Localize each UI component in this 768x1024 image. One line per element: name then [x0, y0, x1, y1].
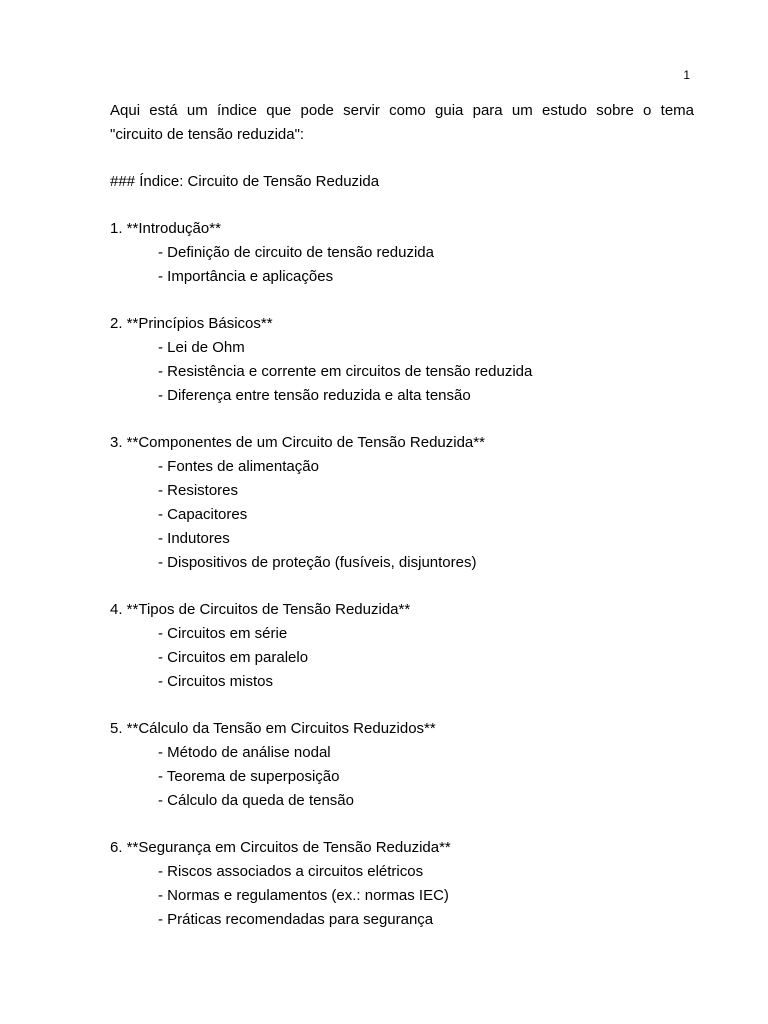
- index-heading: ### Índice: Circuito de Tensão Reduzida: [110, 173, 380, 190]
- section-item: - Fontes de alimentação: [158, 458, 319, 475]
- section-item: - Indutores: [158, 530, 230, 547]
- section-item-list: [110, 741, 694, 813]
- section-title: 1. **Introdução**: [110, 220, 221, 237]
- section-item: - Circuitos mistos: [158, 673, 274, 690]
- section-item: - Cálculo da queda de tensão: [158, 792, 354, 809]
- section-item: - Capacitores: [158, 506, 248, 523]
- section-title: 4. **Tipos de Circuitos de Tensão Reduzida**: [110, 601, 411, 618]
- section-item: - Circuitos em paralelo: [158, 649, 309, 666]
- section-item: - Diferença entre tensão reduzida e alta tensão: [158, 387, 471, 404]
- intro-line-1: Aqui está um índice que pode servir como guia para um estudo sobre o tema: [110, 102, 694, 119]
- index-section: [110, 431, 694, 575]
- section-item: - Dispositivos de proteção (fusíveis, disjuntores): [158, 554, 477, 571]
- section-item: - Lei de Ohm: [158, 339, 245, 356]
- index-section: [110, 598, 694, 694]
- index-section: [110, 717, 694, 813]
- section-item: - Teorema de superposição: [158, 768, 340, 785]
- section-item: - Método de análise nodal: [158, 744, 331, 761]
- intro-line-2: "circuito de tensão reduzida":: [110, 126, 305, 143]
- section-item-list: [110, 860, 694, 932]
- section-title: 5. **Cálculo da Tensão em Circuitos Reduzidos**: [110, 720, 436, 737]
- page-number: 1: [683, 68, 690, 82]
- section-item: - Normas e regulamentos (ex.: normas IEC): [158, 887, 449, 904]
- intro-paragraph: [110, 99, 694, 147]
- index-sections: [110, 217, 694, 932]
- section-item: - Importância e aplicações: [158, 268, 334, 285]
- document-body: [110, 99, 694, 932]
- section-item: - Riscos associados a circuitos elétricos: [158, 863, 424, 880]
- section-item-list: [110, 336, 694, 408]
- section-item-list: [110, 455, 694, 575]
- index-section: [110, 217, 694, 289]
- section-title: 3. **Componentes de um Circuito de Tensão Reduzida**: [110, 434, 485, 451]
- index-section: [110, 312, 694, 408]
- section-title: 6. **Segurança em Circuitos de Tensão Reduzida**: [110, 839, 451, 856]
- section-item: - Definição de circuito de tensão reduzida: [158, 244, 434, 261]
- section-item: - Circuitos em série: [158, 625, 288, 642]
- section-title: 2. **Princípios Básicos**: [110, 315, 273, 332]
- section-item-list: [110, 241, 694, 289]
- section-item: - Resistência e corrente em circuitos de tensão reduzida: [158, 363, 533, 380]
- section-item: - Práticas recomendadas para segurança: [158, 911, 434, 928]
- section-item: - Resistores: [158, 482, 239, 499]
- index-section: [110, 836, 694, 932]
- section-item-list: [110, 622, 694, 694]
